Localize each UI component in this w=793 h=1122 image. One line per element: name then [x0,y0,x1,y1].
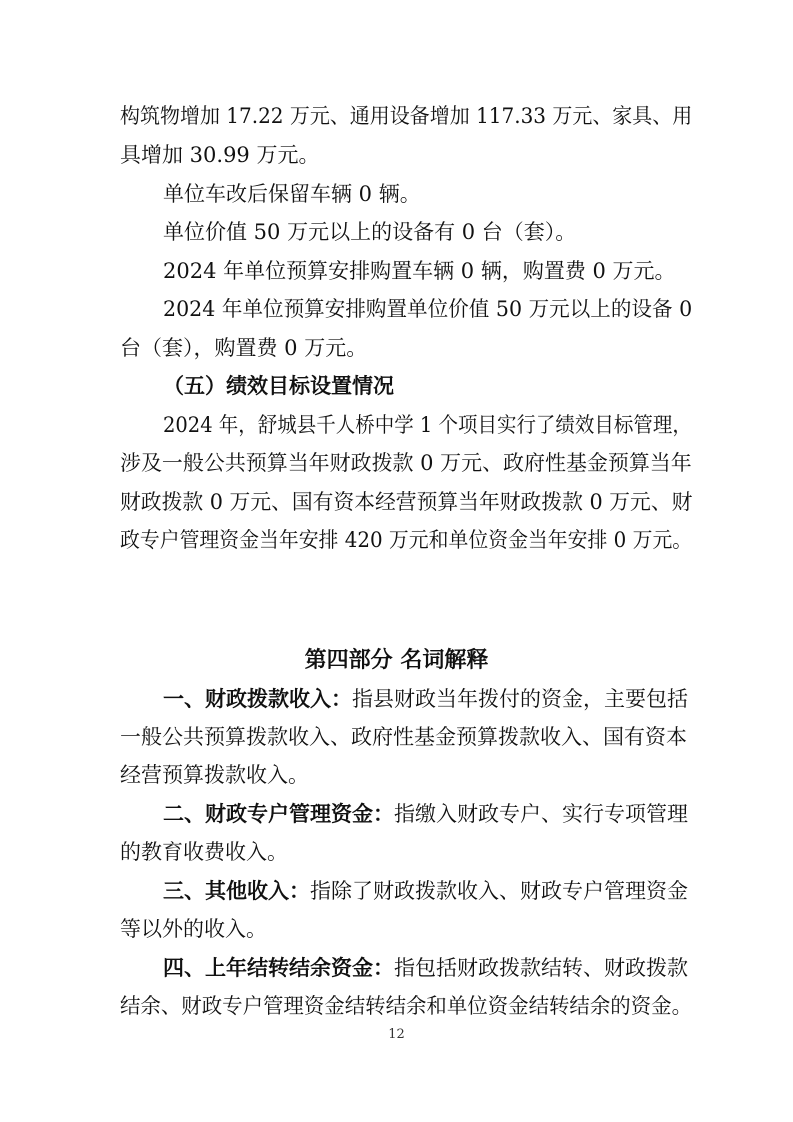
part-title: 第四部分 名词解释 [304,648,489,673]
body-text-line: 具增加 30.99 万元。 [120,143,320,167]
definition-text: 指县财政当年拨付的资金，主要包括 [352,687,688,711]
definition-item [163,684,688,714]
page-number: 12 [388,1027,405,1042]
body-text-line: 单位车改后保留车辆 0 辆。 [163,182,421,206]
body-text-line: 涉及一般公共预算当年财政拨款 0 万元、政府性基金预算当年 [120,451,692,475]
definition-term: 二、财政专户管理资金： [163,802,394,826]
definition-term: 一、财政拨款收入： [163,687,352,711]
body-text-line: 构筑物增加 17.22 万元、通用设备增加 117.33 万元、家具、用 [120,104,693,128]
body-text-line: 2024 年单位预算安排购置单位价值 50 万元以上的设备 0 [163,297,693,321]
body-text-line: 财政拨款 0 万元、国有资本经营预算当年财政拨款 0 万元、财 [120,490,693,514]
body-text-line: 2024 年，舒城县千人桥中学 1 个项目实行了绩效目标管理， [163,413,692,437]
definition-term: 三、其他收入： [163,879,310,903]
body-text-line: 经营预算拨款收入。 [120,763,309,787]
definition-item [163,876,688,906]
definition-item [163,799,688,829]
body-text-line: 单位价值 50 万元以上的设备有 0 台（套）。 [163,220,577,244]
body-text-line: 的教育收费收入。 [120,840,288,864]
body-text-line: 政专户管理资金当年安排 420 万元和单位资金当年安排 0 万元。 [120,528,693,552]
definition-text: 指除了财政拨款收入、财政专户管理资金 [310,879,688,903]
body-text-line: 结余、财政专户管理资金结转结余和单位资金结转结余的资金。 [120,994,693,1018]
definition-item [163,953,688,983]
body-text-line: 等以外的收入。 [120,917,267,941]
section-heading: （五）绩效目标设置情况 [163,374,394,398]
body-text-line: 2024 年单位预算安排购置车辆 0 辆，购置费 0 万元。 [163,259,676,283]
body-text-line: 台（套），购置费 0 万元。 [120,336,368,360]
definition-term: 四、上年结转结余资金： [163,956,394,980]
body-text-line: 一般公共预算拨款收入、政府性基金预算拨款收入、国有资本 [120,725,687,749]
definition-text: 指包括财政拨款结转、财政拨款 [394,956,688,980]
definition-text: 指缴入财政专户、实行专项管理 [394,802,688,826]
